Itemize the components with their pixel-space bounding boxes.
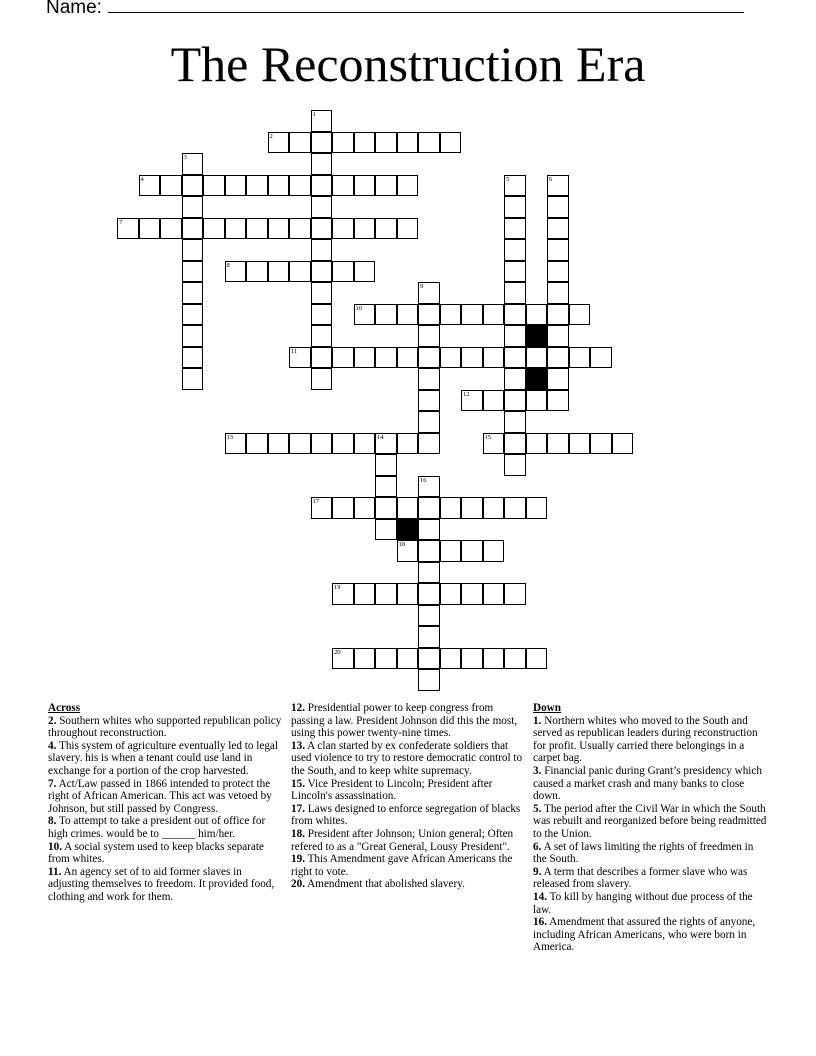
- crossword-cell[interactable]: [375, 218, 397, 240]
- crossword-cell[interactable]: [246, 218, 268, 240]
- clue-text: To attempt to take a president out of office for high crimes. would be to ______ him/her.: [48, 815, 266, 840]
- clue-number-label: 10.: [48, 840, 62, 853]
- crossword-cell[interactable]: [332, 497, 354, 519]
- black-square: [526, 368, 548, 390]
- crossword-cell[interactable]: [311, 325, 333, 347]
- crossword-cell[interactable]: [182, 239, 204, 261]
- crossword-cell[interactable]: [483, 433, 505, 455]
- crossword-cell[interactable]: [354, 261, 376, 283]
- crossword-cell[interactable]: [504, 648, 526, 670]
- crossword-cell[interactable]: [504, 325, 526, 347]
- crossword-cell[interactable]: [418, 304, 440, 326]
- crossword-cell[interactable]: [332, 648, 354, 670]
- crossword-cell[interactable]: [117, 218, 139, 240]
- crossword-cell[interactable]: [547, 433, 569, 455]
- crossword-cell[interactable]: [504, 368, 526, 390]
- clue-text: A set of laws limiting the rights of freedmen in the South.: [533, 840, 754, 866]
- clue-number-label: 14.: [533, 890, 547, 903]
- crossword-cell[interactable]: [418, 390, 440, 412]
- crossword-cell[interactable]: [332, 132, 354, 154]
- clue-item: [291, 740, 527, 778]
- crossword-cell[interactable]: [397, 218, 419, 240]
- crossword-cell[interactable]: [375, 454, 397, 476]
- crossword-cell[interactable]: [418, 433, 440, 455]
- crossword-cell[interactable]: [418, 497, 440, 519]
- clue-text: Laws designed to enforce segregation of blacks from whites.: [291, 802, 521, 828]
- crossword-cell[interactable]: [547, 390, 569, 412]
- clue-number-label: 11.: [48, 865, 62, 878]
- clue-item: [48, 866, 284, 904]
- crossword-cell[interactable]: [268, 175, 290, 197]
- clue-number: 4: [140, 175, 144, 183]
- crossword-cell[interactable]: [375, 476, 397, 498]
- crossword-cell[interactable]: [461, 497, 483, 519]
- clue-number: 19: [334, 584, 341, 591]
- crossword-cell[interactable]: [461, 347, 483, 369]
- crossword-cell[interactable]: [397, 583, 419, 605]
- crossword-cell[interactable]: [182, 218, 204, 240]
- clue-text: A term that describes a former slave who was released from slavery.: [533, 865, 748, 891]
- crossword-cell[interactable]: [569, 433, 591, 455]
- crossword-cell[interactable]: [612, 433, 634, 455]
- crossword-cell[interactable]: [440, 132, 462, 154]
- clue-item: [533, 866, 769, 891]
- clue-number: 7: [119, 218, 123, 226]
- clue-number-label: 6.: [533, 840, 542, 853]
- crossword-cell[interactable]: [311, 282, 333, 304]
- crossword-cell[interactable]: [354, 132, 376, 154]
- clue-text: Financial panic during Grant’s presidency which caused a market crash and many banks to close down.: [533, 764, 762, 803]
- crossword-cell[interactable]: [311, 261, 333, 283]
- crossword-cell[interactable]: [289, 132, 311, 154]
- crossword-cell[interactable]: [461, 390, 483, 412]
- clue-number-label: 8.: [48, 815, 57, 828]
- clue-number-label: 16.: [533, 916, 547, 929]
- clue-item: [533, 916, 769, 954]
- clue-number-label: 15.: [291, 777, 305, 790]
- clue-item: [48, 841, 284, 866]
- clue-item: [291, 778, 527, 803]
- crossword-cell[interactable]: [268, 132, 290, 154]
- crossword-cell[interactable]: [354, 218, 376, 240]
- crossword-cell[interactable]: [526, 648, 548, 670]
- crossword-cell[interactable]: [182, 261, 204, 283]
- crossword-cell[interactable]: [418, 411, 440, 433]
- clue-number: 15: [484, 433, 491, 441]
- crossword-cell[interactable]: [547, 261, 569, 283]
- clue-number: 1: [312, 111, 316, 118]
- crossword-cell[interactable]: [504, 261, 526, 283]
- crossword-cell[interactable]: [483, 583, 505, 605]
- crossword-cell[interactable]: [375, 175, 397, 197]
- clue-text: The period after the Civil War in which the South was rebuilt and reorganized before being readmitted to the Union.: [533, 802, 767, 840]
- page-title: The Reconstruction Era: [170, 36, 646, 92]
- clue-text: Northern whites who moved to the South and served as republican leaders during reconstruction for profit. Usually carried there belongings in a carpet bag.: [533, 714, 758, 765]
- clue-number-label: 20.: [291, 878, 305, 891]
- clue-number: 14: [377, 433, 384, 441]
- clue-number-label: 18.: [291, 827, 305, 840]
- crossword-cell[interactable]: [332, 175, 354, 197]
- crossword-cell[interactable]: [504, 454, 526, 476]
- crossword-cell[interactable]: [504, 282, 526, 304]
- crossword-cell[interactable]: [569, 347, 591, 369]
- clue-item: [291, 828, 527, 853]
- crossword-cell[interactable]: [225, 433, 247, 455]
- crossword-cell[interactable]: [418, 626, 440, 648]
- clue-number: 5: [506, 175, 510, 183]
- crossword-cell[interactable]: [246, 433, 268, 455]
- crossword-cell[interactable]: [311, 304, 333, 326]
- crossword-cell[interactable]: [547, 325, 569, 347]
- crossword-cell[interactable]: [332, 347, 354, 369]
- clue-text: President after Johnson; Union general; Often refered to as a "Great General, Lousy President".: [291, 827, 514, 853]
- crossword-cell[interactable]: [160, 175, 182, 197]
- crossword-cell[interactable]: [332, 261, 354, 283]
- crossword-cell[interactable]: [569, 304, 591, 326]
- clue-number: 10: [355, 304, 362, 312]
- crossword-cell[interactable]: [418, 605, 440, 627]
- clue-number: 11: [291, 347, 298, 355]
- crossword-cell[interactable]: [590, 433, 612, 455]
- crossword-cell[interactable]: [483, 390, 505, 412]
- crossword-cell[interactable]: [182, 175, 204, 197]
- crossword-cell[interactable]: [311, 153, 333, 175]
- crossword-cell[interactable]: [354, 497, 376, 519]
- crossword-cell[interactable]: [526, 347, 548, 369]
- crossword-cell[interactable]: [311, 433, 333, 455]
- crossword-cell[interactable]: [397, 648, 419, 670]
- clue-text: Vice President to Lincoln; President after Lincoln's assassination.: [291, 777, 493, 803]
- clue-text: This system of agriculture eventually led to legal slavery. his is when a tenant could use land in exchange for a portion of the crop harvested.: [48, 739, 279, 777]
- clue-number: 2: [269, 132, 273, 140]
- clue-text: A social system used to keep blacks separate from whites.: [48, 840, 264, 866]
- crossword-cell[interactable]: [440, 583, 462, 605]
- crossword-cell[interactable]: [375, 347, 397, 369]
- crossword-cell[interactable]: [547, 239, 569, 261]
- clue-item: [48, 740, 284, 778]
- clues-column-1: [48, 702, 284, 904]
- clue-item: [291, 702, 527, 740]
- crossword-cell[interactable]: [225, 218, 247, 240]
- crossword-cell[interactable]: [547, 304, 569, 326]
- crossword-cell[interactable]: [547, 175, 569, 197]
- crossword-cell[interactable]: [289, 433, 311, 455]
- crossword-cell[interactable]: [547, 218, 569, 240]
- clue-number: 3: [183, 154, 187, 161]
- crossword-cell[interactable]: [504, 175, 526, 197]
- clue-number-label: 5.: [533, 802, 542, 815]
- crossword-cell[interactable]: [375, 648, 397, 670]
- crossword-cell[interactable]: [504, 304, 526, 326]
- crossword-cell[interactable]: [225, 175, 247, 197]
- crossword-cell[interactable]: [268, 433, 290, 455]
- clue-number: 17: [312, 498, 319, 505]
- clue-number-label: 12.: [291, 702, 305, 714]
- crossword-cell[interactable]: [504, 218, 526, 240]
- crossword-cell[interactable]: [332, 433, 354, 455]
- crossword-cell[interactable]: [418, 540, 440, 562]
- crossword-cell[interactable]: [483, 347, 505, 369]
- name-label: Name:: [46, 0, 102, 18]
- clue-item: [533, 715, 769, 765]
- clue-text: To kill by hanging without due process of the law.: [533, 890, 753, 916]
- clue-number: 16: [420, 476, 427, 484]
- crossword-cell[interactable]: [311, 497, 333, 519]
- crossword-cell[interactable]: [461, 540, 483, 562]
- crossword-cell[interactable]: [526, 304, 548, 326]
- crossword-cell[interactable]: [418, 669, 440, 691]
- black-square: [526, 325, 548, 347]
- crossword-cell[interactable]: [289, 218, 311, 240]
- crossword-cell[interactable]: [139, 175, 161, 197]
- crossword-cell[interactable]: [504, 583, 526, 605]
- clue-number-label: 3.: [533, 764, 542, 777]
- crossword-cell[interactable]: [483, 497, 505, 519]
- clue-number-label: 7.: [48, 777, 57, 790]
- crossword-cell[interactable]: [182, 368, 204, 390]
- crossword-cell[interactable]: [397, 347, 419, 369]
- crossword-cell[interactable]: [461, 648, 483, 670]
- crossword-cell[interactable]: [311, 196, 333, 218]
- crossword-cell[interactable]: [418, 325, 440, 347]
- clue-section-header: Down: [533, 702, 561, 714]
- crossword-cell[interactable]: [397, 497, 419, 519]
- crossword-cell[interactable]: [440, 347, 462, 369]
- crossword-cell[interactable]: [418, 562, 440, 584]
- crossword-cell[interactable]: [440, 304, 462, 326]
- crossword-cell[interactable]: [225, 261, 247, 283]
- clue-number-label: 9.: [533, 865, 542, 878]
- clue-text: Presidential power to keep congress from passing a law. President Johnson did this the most, using this power twenty-nine times.: [291, 702, 518, 740]
- crossword-cell[interactable]: [461, 583, 483, 605]
- clue-number: 18: [398, 541, 405, 548]
- crossword-cell[interactable]: [440, 648, 462, 670]
- clue-section-header: Across: [48, 702, 81, 714]
- crossword-cell[interactable]: [332, 218, 354, 240]
- crossword-cell[interactable]: [504, 497, 526, 519]
- crossword-cell[interactable]: [397, 540, 419, 562]
- crossword-cell[interactable]: [461, 304, 483, 326]
- clue-text: This Amendment gave African Americans the right to vote.: [291, 853, 513, 878]
- crossword-cell[interactable]: [375, 497, 397, 519]
- crossword-cell[interactable]: [354, 583, 376, 605]
- clue-text: Amendment that abolished slavery.: [304, 878, 465, 891]
- crossword-cell[interactable]: [504, 390, 526, 412]
- crossword-cell[interactable]: [418, 368, 440, 390]
- crossword-cell[interactable]: [440, 497, 462, 519]
- crossword-cell[interactable]: [354, 433, 376, 455]
- clue-item: [533, 891, 769, 916]
- crossword-cell[interactable]: [268, 218, 290, 240]
- crossword-cell[interactable]: [483, 540, 505, 562]
- clue-item: [533, 841, 769, 866]
- crossword-cell[interactable]: [268, 261, 290, 283]
- crossword-cell[interactable]: [418, 132, 440, 154]
- crossword-cell[interactable]: [440, 540, 462, 562]
- clue-item: [48, 815, 284, 840]
- clue-number-label: 1.: [533, 714, 542, 727]
- crossword-cell[interactable]: [418, 476, 440, 498]
- crossword-cell[interactable]: [203, 218, 225, 240]
- clue-item: [291, 878, 527, 891]
- crossword-cell[interactable]: [547, 196, 569, 218]
- clue-number: 9: [420, 283, 424, 290]
- crossword-cell[interactable]: [375, 433, 397, 455]
- crossword-cell[interactable]: [504, 411, 526, 433]
- crossword-cell[interactable]: [354, 648, 376, 670]
- clue-item: [533, 803, 769, 841]
- clue-number-label: 2.: [48, 714, 57, 727]
- crossword-cell[interactable]: [418, 648, 440, 670]
- crossword-cell[interactable]: [311, 175, 333, 197]
- crossword-cell[interactable]: [311, 368, 333, 390]
- crossword-cell[interactable]: [526, 497, 548, 519]
- crossword-cell[interactable]: [397, 175, 419, 197]
- crossword-cell[interactable]: [311, 347, 333, 369]
- crossword-cell[interactable]: [311, 218, 333, 240]
- crossword-cell[interactable]: [311, 132, 333, 154]
- clue-item: [48, 778, 284, 816]
- crossword-cell[interactable]: [418, 347, 440, 369]
- clue-number-label: 4.: [48, 739, 57, 752]
- clues-column-3: [533, 702, 769, 954]
- clue-number-label: 13.: [291, 739, 305, 752]
- crossword-cell[interactable]: [160, 218, 182, 240]
- crossword-cell[interactable]: [397, 433, 419, 455]
- clue-text: Southern whites who supported republican policy throughout reconstruction.: [48, 714, 282, 740]
- clues-column-2: [291, 702, 527, 891]
- crossword-cell[interactable]: [182, 304, 204, 326]
- clue-number: 8: [226, 261, 230, 269]
- clue-number-label: 19.: [291, 853, 305, 866]
- clue-item: [533, 765, 769, 803]
- crossword-cell[interactable]: [590, 347, 612, 369]
- crossword-cell[interactable]: [483, 304, 505, 326]
- crossword-cell[interactable]: [504, 196, 526, 218]
- crossword-cell[interactable]: [418, 519, 440, 541]
- clue-text: An agency set of to aid former slaves in adjusting themselves to freedom. It provided food, clothing and work for them.: [48, 865, 275, 903]
- crossword-cell[interactable]: [375, 304, 397, 326]
- crossword-cell[interactable]: [504, 433, 526, 455]
- crossword-cell[interactable]: [182, 282, 204, 304]
- crossword-cell[interactable]: [397, 304, 419, 326]
- clue-number: 13: [226, 433, 233, 441]
- crossword-cell[interactable]: [332, 583, 354, 605]
- clue-number-label: 17.: [291, 802, 305, 815]
- crossword-cell[interactable]: [547, 282, 569, 304]
- crossword-cell[interactable]: [311, 239, 333, 261]
- black-square: [397, 519, 419, 541]
- crossword-cell[interactable]: [311, 110, 333, 132]
- crossword-cell[interactable]: [354, 175, 376, 197]
- crossword-cell[interactable]: [504, 347, 526, 369]
- crossword-cell[interactable]: [139, 218, 161, 240]
- crossword-cell[interactable]: [547, 347, 569, 369]
- clue-item: [48, 715, 284, 740]
- crossword-cell[interactable]: [289, 261, 311, 283]
- crossword-cell[interactable]: [418, 583, 440, 605]
- crossword-cell[interactable]: [547, 368, 569, 390]
- crossword-cell[interactable]: [289, 347, 311, 369]
- crossword-cell[interactable]: [354, 304, 376, 326]
- crossword-cell[interactable]: [182, 196, 204, 218]
- crossword-cell[interactable]: [418, 282, 440, 304]
- crossword-cell[interactable]: [375, 132, 397, 154]
- crossword-cell[interactable]: [246, 261, 268, 283]
- clue-number: 20: [334, 648, 341, 656]
- crossword-cell[interactable]: [375, 519, 397, 541]
- crossword-cell[interactable]: [182, 153, 204, 175]
- clue-item: [291, 853, 527, 878]
- crossword-cell[interactable]: [246, 175, 268, 197]
- crossword-cell[interactable]: [182, 347, 204, 369]
- crossword-cell[interactable]: [526, 433, 548, 455]
- clue-item: [291, 803, 527, 828]
- crossword-cell[interactable]: [375, 583, 397, 605]
- clue-text: Amendment that assured the rights of anyone, including African Americans, who were born in America.: [533, 916, 756, 954]
- clue-text: Act/Law passed in 1866 intended to protect the right of African American. This act was vetoed by Johnson, but still passed by Congress.: [48, 777, 272, 815]
- crossword-cell[interactable]: [182, 325, 204, 347]
- crossword-cell[interactable]: [203, 175, 225, 197]
- crossword-cell[interactable]: [483, 648, 505, 670]
- crossword-cell[interactable]: [526, 390, 548, 412]
- clue-number: 12: [463, 390, 470, 398]
- crossword-cell[interactable]: [397, 132, 419, 154]
- crossword-cell[interactable]: [289, 175, 311, 197]
- crossword-cell[interactable]: [354, 347, 376, 369]
- crossword-cell[interactable]: [504, 239, 526, 261]
- clue-text: A clan started by ex confederate soldiers that used violence to try to restore democratic control to the South, and to keep white supremacy.: [291, 739, 523, 777]
- clue-number: 6: [549, 175, 553, 183]
